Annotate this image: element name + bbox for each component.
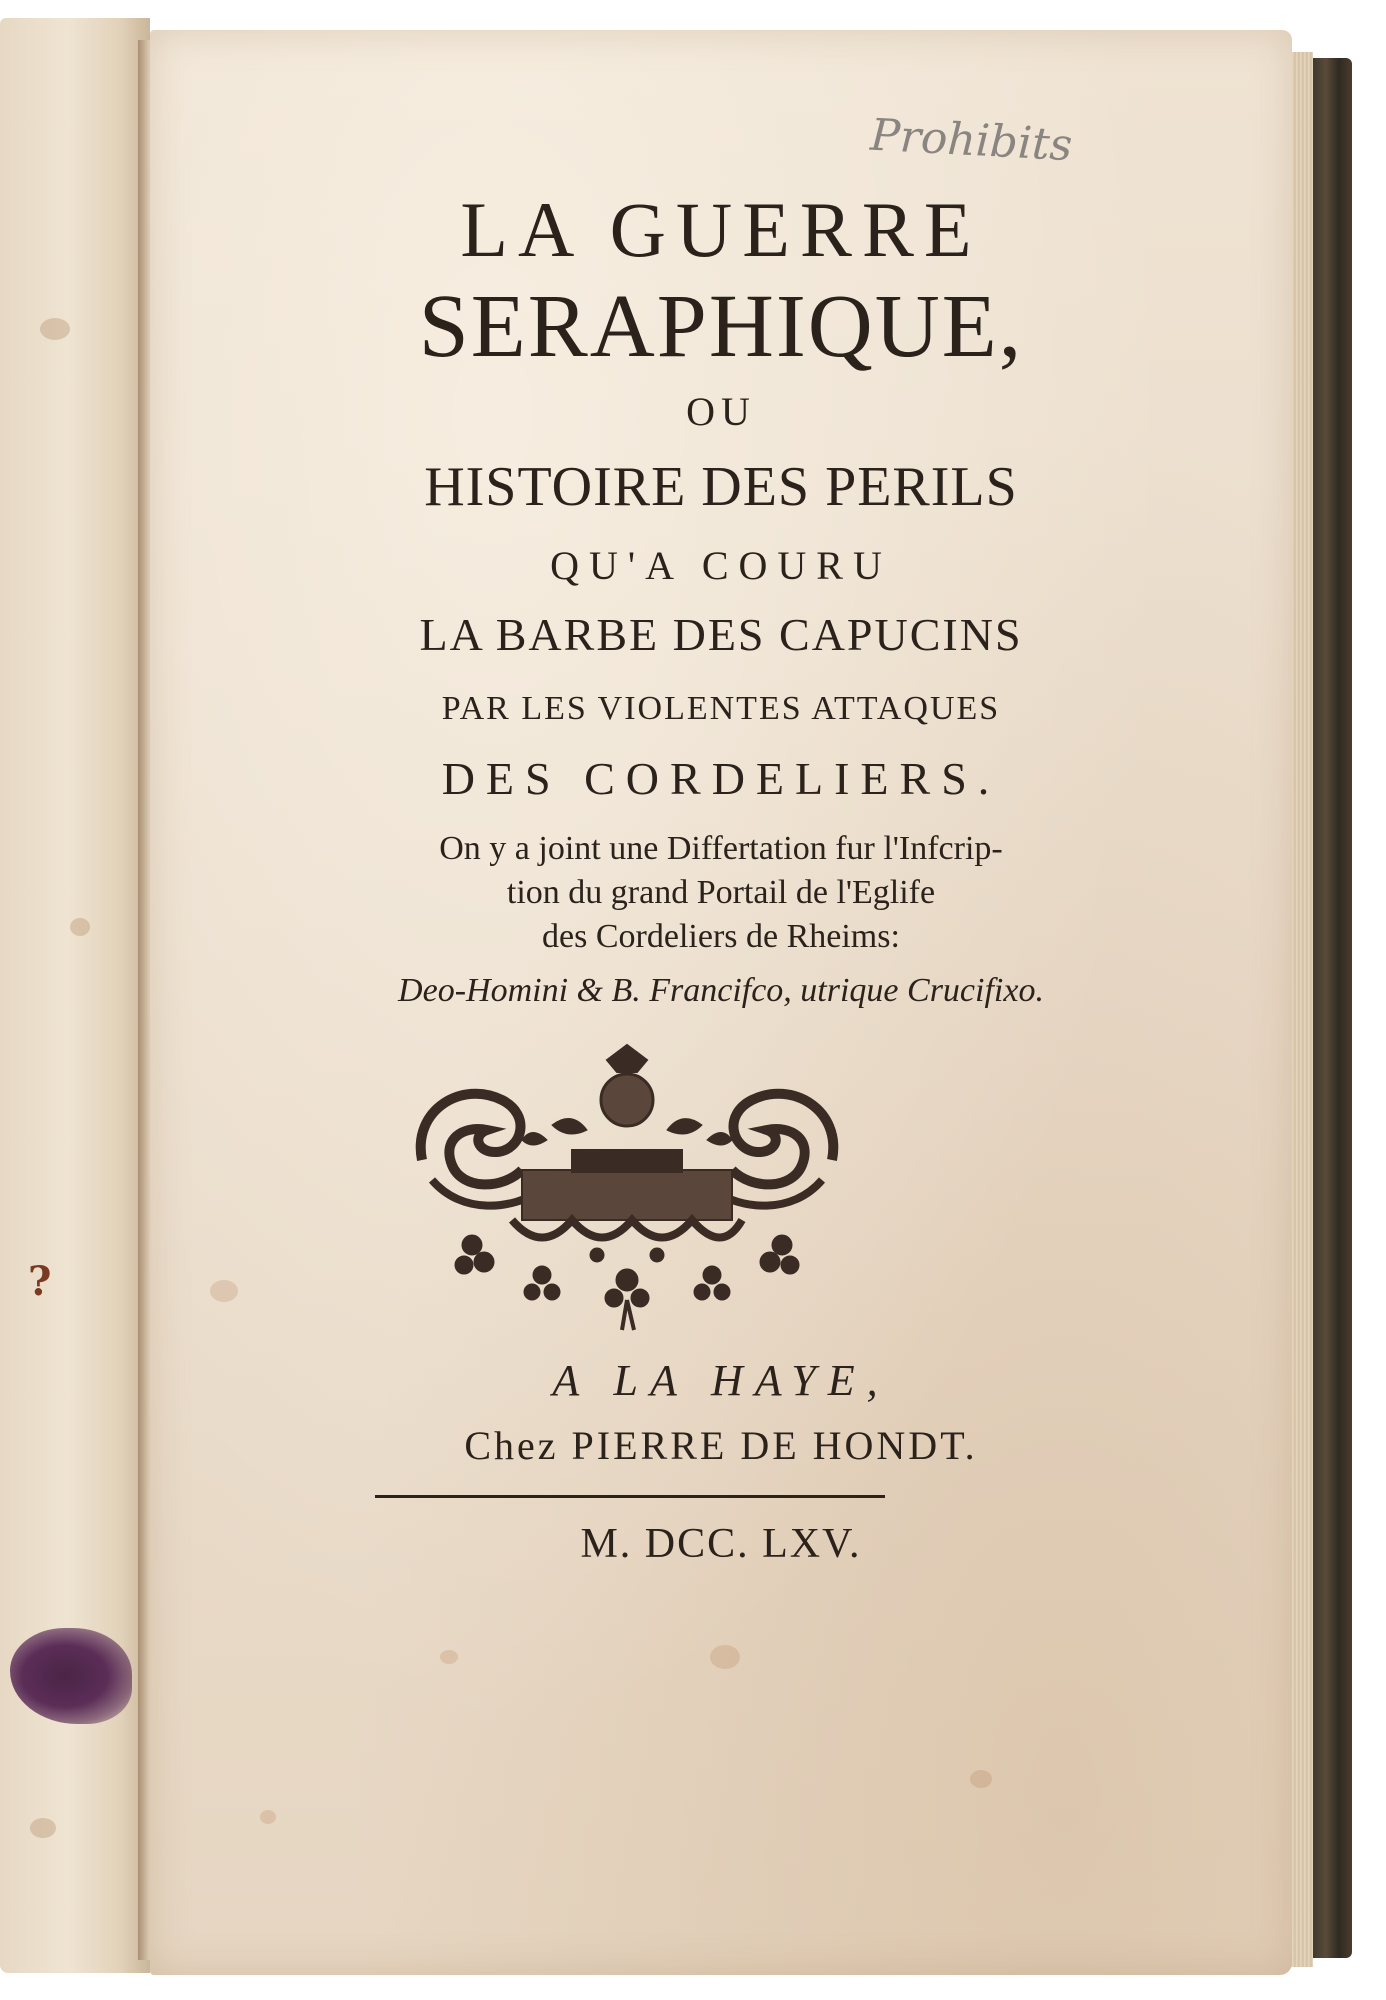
subtitle-line-1: HISTOIRE DES PERILS bbox=[424, 456, 1018, 518]
foxing-spot bbox=[260, 1810, 276, 1824]
imprint-publisher: Chez PIERRE DE HONDT. bbox=[464, 1423, 978, 1468]
title-conjunction: OU bbox=[686, 389, 756, 434]
foxing-spot bbox=[440, 1650, 458, 1664]
foxing-spot bbox=[70, 918, 90, 936]
imprint-date: M. DCC. LXV. bbox=[580, 1521, 862, 1567]
foxing-spot bbox=[970, 1770, 992, 1788]
left-facing-page bbox=[0, 18, 150, 1973]
ink-stamp bbox=[10, 1628, 132, 1724]
handwritten-annotation bbox=[860, 102, 1170, 192]
dissertation-line-1: On y a joint une Differtation fur l'Infcrip- bbox=[439, 830, 1003, 867]
foxing-spot bbox=[210, 1280, 238, 1302]
floral-vignette-icon bbox=[402, 1040, 852, 1340]
subtitle-line-2: QU'A COURU bbox=[550, 543, 892, 588]
subtitle-line-5: DES CORDELIERS. bbox=[441, 753, 1001, 804]
foxing-spot bbox=[40, 318, 70, 340]
title-line-2: SERAPHIQUE, bbox=[418, 277, 1024, 376]
subtitle-line-4: PAR LES VIOLENTES ATTAQUES bbox=[441, 690, 1001, 727]
foxing-spot bbox=[710, 1645, 740, 1669]
inscription-line: Deo-Homini & B. Francifco, utrique Crucifixo. bbox=[398, 972, 1044, 1009]
annotation-text: Prohibits bbox=[869, 109, 1074, 172]
dissertation-line-3: des Cordeliers de Rheims: bbox=[542, 918, 900, 955]
margin-mark: ? bbox=[28, 1258, 52, 1305]
foxing-spot bbox=[30, 1818, 56, 1838]
title-line-1: LA GUERRE bbox=[460, 186, 982, 273]
subtitle-line-3: LA BARBE DES CAPUCINS bbox=[419, 609, 1023, 660]
imprint-place: A LA HAYE, bbox=[552, 1356, 890, 1405]
imprint-rule bbox=[375, 1495, 885, 1498]
dissertation-line-2: tion du grand Portail de l'Eglife bbox=[506, 874, 936, 911]
title-page bbox=[150, 30, 1292, 1975]
